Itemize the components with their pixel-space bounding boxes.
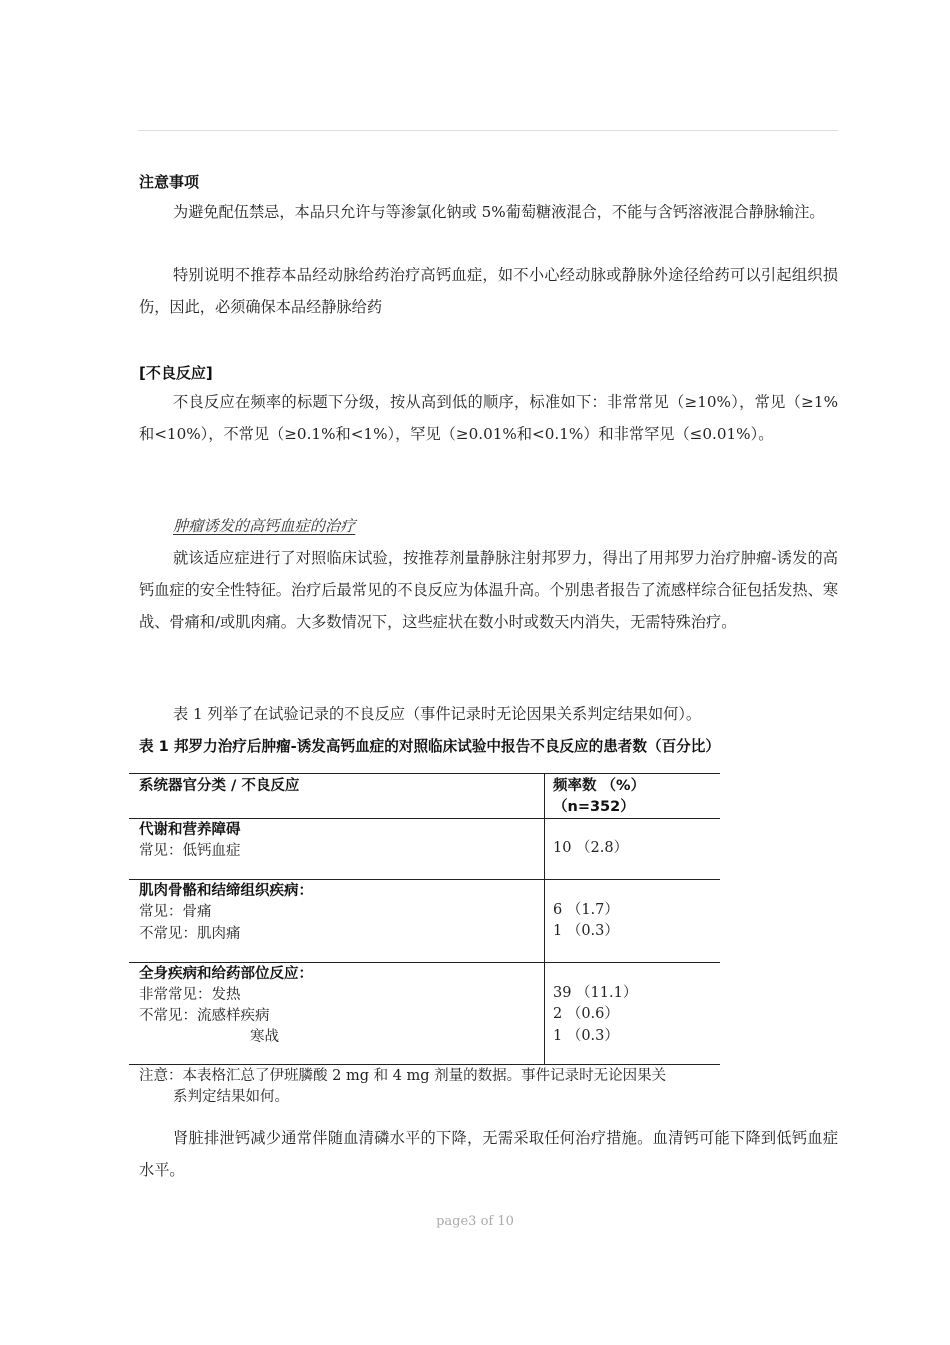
table-row-value: 10 （2.8）	[553, 840, 629, 856]
table-header-frequency: 频率数 （%）	[553, 778, 646, 794]
section-paragraph: 就该适应症进行了对照临床试验，按推荐剂量静脉注射邦罗力，得出了用邦罗力治疗肿瘤-诱发的高钙血症的安全性特征。治疗后最常见的不良反应为体温升高。个别患者报告了流感样综合征包括发热、寒战、骨痛和/或肌肉痛。大多数情况下，这些症状在数小时或数天内消失，无需特殊治疗。	[139, 549, 838, 631]
table-row-value: 39 （11.1）	[553, 985, 638, 1001]
table-row-label: 不常见：肌肉痛	[139, 926, 241, 942]
table-row-label: 常见：低钙血症	[139, 843, 241, 859]
adverse-paragraph: 不良反应在频率的标题下分级，按从高到低的顺序，标准如下：非常常见（≥10%），常见（≥1%和<10%），不常见（≥0.1%和<1%），罕见（≥0.01%和<0.1%）和非常罕见（≤0.01%）。	[139, 393, 838, 443]
table-group-title: 全身疾病和给药部位反应：	[139, 966, 313, 982]
section-subheading: 肿瘤诱发的高钙血症的治疗	[173, 517, 356, 535]
table-header-category: 系统器官分类 / 不良反应	[139, 778, 300, 794]
precautions-heading: 注意事项	[139, 173, 200, 191]
header-rule	[138, 130, 838, 131]
table-row-value: 2 （0.6）	[553, 1006, 619, 1022]
table-note-line-1: 注意：本表格汇总了伊班膦酸 2 mg 和 4 mg 剂量的数据。事件记录时无论因果关	[139, 1068, 667, 1084]
precautions-paragraph-1: 为避免配伍禁忌，本品只允许与等渗氯化钠或 5%葡萄糖液混合，不能与含钙溶液混合静脉输注。	[173, 203, 825, 221]
table-row-value: 1 （0.3）	[553, 923, 619, 939]
table-group-rule	[129, 879, 720, 880]
table-column-divider	[544, 773, 545, 1065]
table-row-label: 常见：骨痛	[139, 904, 212, 920]
table-group-rule	[129, 962, 720, 963]
table-row-value: 1 （0.3）	[553, 1028, 619, 1044]
table-intro: 表 1 列举了在试验记录的不良反应（事件记录时无论因果关系判定结果如何）。	[173, 705, 702, 723]
table-row-value: 6 （1.7）	[553, 902, 619, 918]
adverse-heading: [不良反应]	[139, 364, 213, 382]
table-group-title: 代谢和营养障碍	[139, 822, 241, 838]
table-bottom-rule	[129, 1064, 720, 1065]
table-row-label: 不常见：流感样疾病	[139, 1008, 270, 1024]
page-number: page3 of 10	[436, 1214, 514, 1229]
table-note-line-2: 系判定结果如何。	[173, 1089, 289, 1105]
table-group-title: 肌肉骨骼和结缔组织疾病：	[139, 883, 313, 899]
table-top-rule	[129, 773, 720, 774]
table-row-label: 寒战	[250, 1029, 279, 1045]
precautions-paragraph-2: 特别说明不推荐本品经动脉给药治疗高钙血症，如不小心经动脉或静脉外途径给药可以引起组织损伤，因此，必须确保本品经静脉给药	[139, 266, 838, 316]
closing-paragraph: 肾脏排泄钙减少通常伴随血清磷水平的下降，无需采取任何治疗措施。血清钙可能下降到低钙血症水平。	[139, 1129, 838, 1179]
table-header-n: （n=352）	[553, 799, 635, 815]
table-caption: 表 1 邦罗力治疗后肿瘤-诱发高钙血症的对照临床试验中报告不良反应的患者数（百分比）	[139, 738, 720, 755]
table-row-label: 非常常见：发热	[139, 987, 241, 1003]
